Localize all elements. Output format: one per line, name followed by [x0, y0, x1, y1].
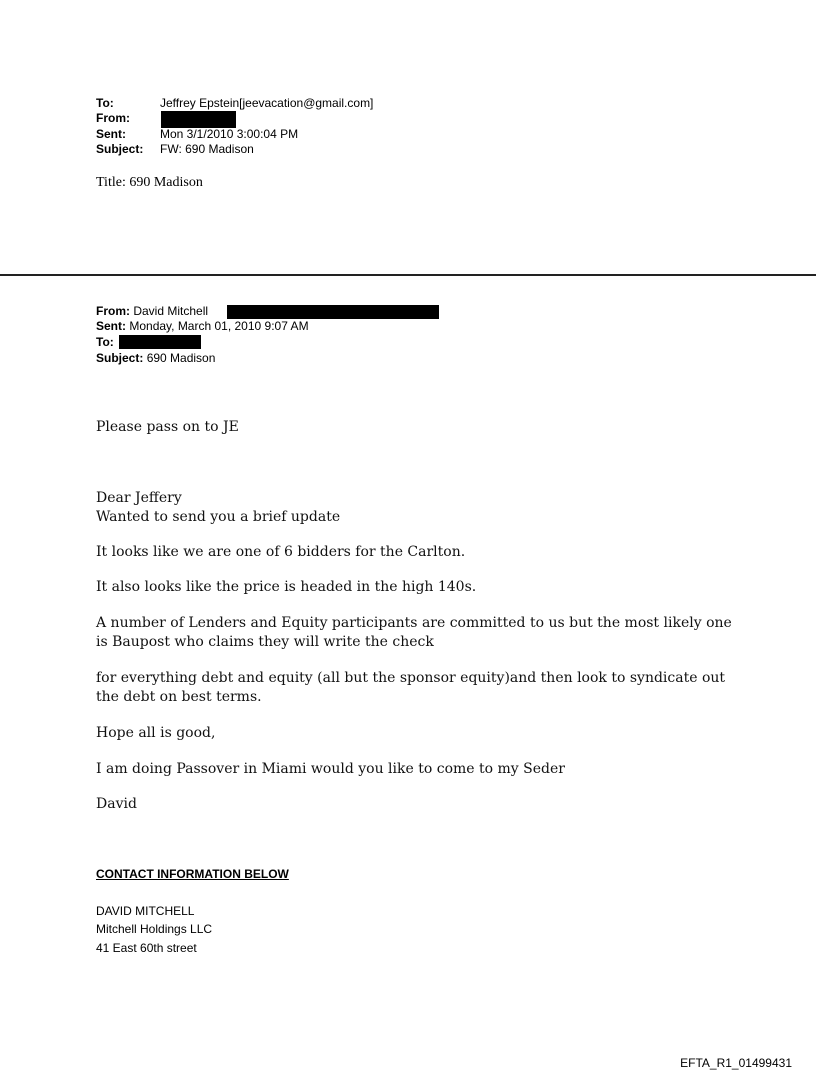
- subject-label: Subject:: [96, 142, 144, 156]
- sent-value: Mon 3/1/2010 3:00:04 PM: [160, 127, 299, 141]
- orig-subject-line: Subject: 690 Madison: [96, 351, 216, 365]
- signoff: David: [96, 796, 137, 812]
- orig-to-label: To:: [96, 335, 114, 349]
- paragraph: the debt on best terms.: [96, 689, 262, 705]
- contact-company: Mitchell Holdings LLC: [96, 922, 213, 936]
- greeting-line: Dear Jeffery: [96, 490, 182, 506]
- paragraph: I am doing Passover in Miami would you like to come to my Seder: [96, 761, 565, 777]
- to-value: Jeffrey Epstein[jeevacation@gmail.com]: [160, 96, 374, 110]
- contact-address: 41 East 60th street: [96, 941, 197, 955]
- paragraph: is Baupost who claims they will write the check: [96, 634, 434, 650]
- paragraph: It looks like we are one of 6 bidders for the Carlton.: [96, 544, 466, 560]
- orig-from-value: David Mitchell: [133, 304, 209, 318]
- sent-label: Sent:: [96, 127, 126, 141]
- intro-line: Please pass on to JE: [96, 419, 239, 435]
- contact-name: DAVID MITCHELL: [96, 904, 195, 918]
- paragraph: Hope all is good,: [96, 725, 216, 741]
- orig-subject-value: 690 Madison: [146, 351, 216, 365]
- subject-value: FW: 690 Madison: [160, 142, 254, 156]
- from-label: From:: [96, 111, 130, 125]
- redaction-box: [161, 111, 236, 128]
- redaction-box: [227, 305, 439, 319]
- separator-line: [0, 274, 816, 276]
- paragraph: for everything debt and equity (all but the sponsor equity)and then look to syndicate out: [96, 670, 726, 686]
- title-line: Title: 690 Madison: [96, 175, 203, 190]
- document-id: EFTA_R1_01499431: [680, 1056, 792, 1070]
- redaction-box: [119, 335, 201, 349]
- contact-heading: CONTACT INFORMATION BELOW: [96, 867, 289, 881]
- paragraph: It also looks like the price is headed in the high 140s.: [96, 579, 477, 595]
- paragraph: A number of Lenders and Equity participants are committed to us but the most likely one: [96, 615, 732, 631]
- orig-from-line: From: David Mitchell: [96, 304, 209, 318]
- body-line: Wanted to send you a brief update: [96, 509, 341, 525]
- orig-sent-value: Monday, March 01, 2010 9:07 AM: [129, 319, 309, 333]
- to-label: To:: [96, 96, 114, 110]
- orig-sent-line: Sent: Monday, March 01, 2010 9:07 AM: [96, 319, 309, 333]
